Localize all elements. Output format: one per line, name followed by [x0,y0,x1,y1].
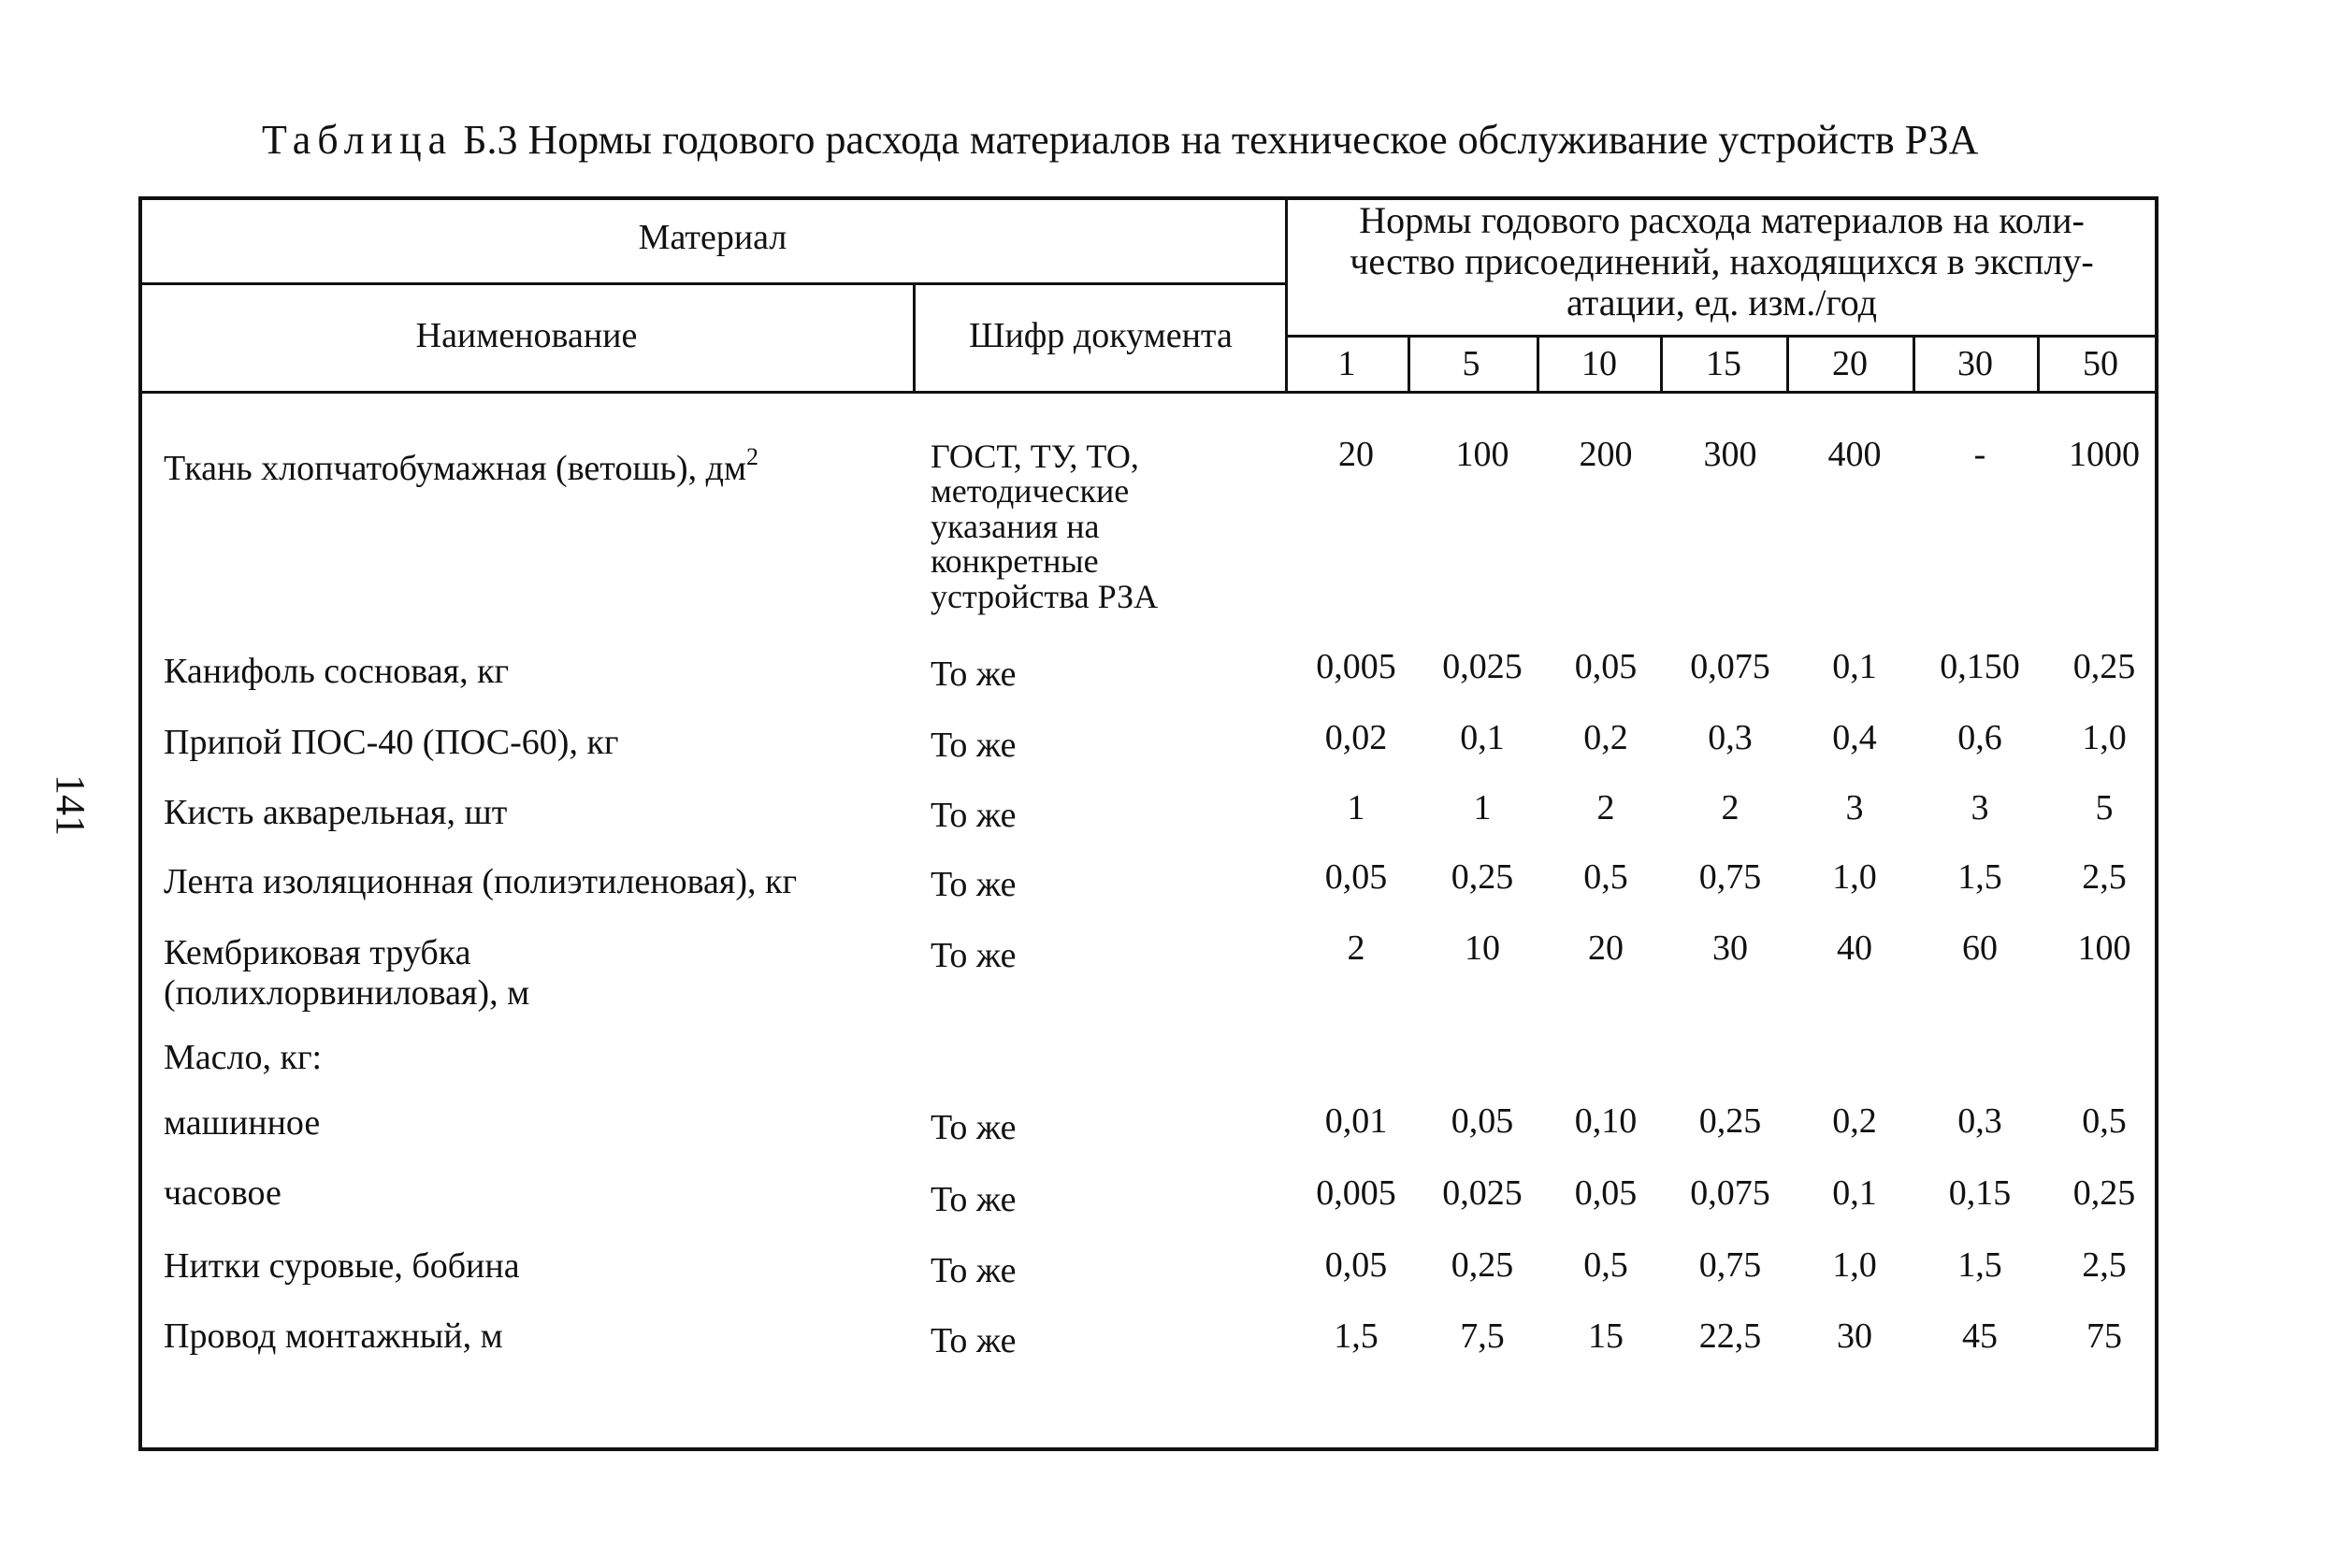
value-cell: 0,025 [1442,1173,1523,1213]
value-cell: 2 [1347,928,1365,968]
document-code: То же [931,936,1017,975]
document-code-line: указания на [931,507,1100,545]
value-cell: 0,25 [1698,1101,1762,1141]
value-cell: 1,5 [1334,1316,1379,1356]
value-cell: 0,1 [1832,1173,1877,1213]
header-material: Материал [638,218,787,257]
rule-above-counts [1286,335,2156,338]
value-cell: 0,3 [1957,1101,2002,1141]
value-cell: 0,25 [2072,647,2136,686]
header-norms [1288,200,2156,324]
value-cell: 3 [1971,788,1989,827]
value-cell: 0,02 [1324,718,1388,757]
value-cell: 100 [1455,435,1509,474]
value-cell: 0,150 [1940,647,2020,686]
value-cell: 1,0 [2082,718,2127,757]
value-cell: 0,6 [1957,718,2002,757]
value-cell: 1,5 [1957,1245,2002,1285]
header-norms-line-1: Нормы годового расхода материалов на коли- [1359,199,2085,241]
document-code: То же [931,1251,1017,1290]
value-cell: 1000 [2069,435,2140,474]
value-cell: 30 [1712,928,1748,968]
value-cell: 0,1 [1460,718,1505,757]
value-cell: 0,25 [1451,857,1514,897]
count-header: 50 [2083,344,2118,383]
header-name: Наименование [415,316,638,355]
material-name: Нитки суровые, бобина [164,1246,520,1286]
value-cell: 0,25 [1451,1245,1514,1285]
value-cell: 400 [1827,435,1882,474]
caption-text: Б.3 Нормы годового расхода материалов на техническое обслуживание устройств РЗА [463,117,1979,163]
material-group-heading: Масло, кг: [164,1038,323,1077]
value-cell: 2 [1596,788,1615,827]
value-cell: 0,1 [1832,647,1877,686]
document-code: То же [931,726,1017,765]
value-cell: 40 [1837,928,1872,968]
value-cell: 2,5 [2082,1245,2127,1285]
value-cell: 7,5 [1460,1316,1505,1356]
value-cell: 1,0 [1832,1245,1877,1285]
value-cell: 0,2 [1583,718,1628,757]
material-name: Припой ПОС-40 (ПОС-60), кг [164,723,619,762]
value-cell: 0,05 [1324,857,1388,897]
value-cell: 20 [1338,435,1374,474]
count-header: 1 [1337,344,1356,383]
material-name-line: (полихлорвиниловая), м [164,972,530,1013]
material-name: Лента изоляционная (полиэтиленовая), кг [164,862,798,901]
value-cell: 0,005 [1316,1173,1396,1213]
material-name [164,933,912,1013]
document-code: То же [931,1321,1017,1360]
table-caption [262,117,2132,163]
value-cell: 0,10 [1574,1101,1638,1141]
value-cell: 0,5 [1583,1245,1628,1285]
material-name: Кисть акварельная, шт [164,793,508,832]
rule-header-bottom [140,391,2156,394]
value-cell: 0,01 [1324,1101,1388,1141]
value-cell: - [1973,435,1986,474]
caption-prefix: Таблица [262,117,454,163]
value-cell: 2 [1721,788,1740,827]
header-norms-line-3: атации, ед. изм./год [1567,281,1877,324]
value-cell: 0,005 [1316,647,1396,686]
value-cell: 15 [1588,1316,1624,1356]
document-code [931,439,1286,614]
value-cell: 0,75 [1698,857,1762,897]
value-cell: 0,5 [2082,1101,2127,1141]
document-code: То же [931,796,1017,835]
document-code-line: конкретные [931,542,1099,581]
header-norms-line-2: чество присоединений, находящихся в эксплу- [1350,240,2094,282]
count-header: 20 [1832,344,1868,383]
unit-superscript: 2 [746,443,759,470]
value-cell: 0,2 [1832,1101,1877,1141]
document-code: То же [931,865,1017,904]
value-cell: 0,025 [1442,647,1523,686]
value-cell: 60 [1962,928,1998,968]
value-cell: 100 [2077,928,2131,968]
value-cell: 2,5 [2082,857,2127,897]
value-cell: 1,5 [1957,857,2002,897]
document-code-line: устройства РЗА [931,577,1159,615]
value-cell: 1 [1473,788,1492,827]
material-name: Провод монтажный, м [164,1316,503,1356]
material-name: машинное [164,1103,321,1143]
value-cell: 10 [1465,928,1500,968]
value-cell: 0,075 [1690,1173,1770,1213]
value-cell: 5 [2095,788,2114,827]
value-cell: 1,0 [1832,857,1877,897]
value-cell: 0,5 [1583,857,1628,897]
value-cell: 45 [1962,1316,1998,1356]
document-code-line: ГОСТ, ТУ, ТО, [931,438,1139,475]
material-name: часовое [164,1173,282,1213]
value-cell: 0,075 [1690,647,1770,686]
material-name-text: Ткань хлопчатобумажная (ветошь), дм [164,449,747,488]
value-cell: 0,25 [2072,1173,2136,1213]
value-cell: 0,3 [1708,718,1753,757]
material-name [164,443,912,489]
count-header: 5 [1462,344,1480,383]
count-header: 10 [1581,344,1617,383]
page-number: 141 [48,774,94,836]
document-code: То же [931,1180,1017,1219]
value-cell: 22,5 [1698,1316,1762,1356]
value-cell: 0,15 [1948,1173,2012,1213]
value-cell: 0,4 [1832,718,1877,757]
value-cell: 1 [1347,788,1365,827]
document-code: То же [931,655,1017,694]
value-cell: 0,05 [1451,1101,1514,1141]
value-cell: 30 [1837,1316,1872,1356]
material-name-line: Кембриковая трубка [164,933,471,972]
value-cell: 0,75 [1698,1245,1762,1285]
value-cell: 3 [1845,788,1864,827]
value-cell: 0,05 [1324,1245,1388,1285]
header-code: Шифр документа [969,316,1233,355]
value-cell: 0,05 [1574,647,1638,686]
value-cell: 200 [1579,435,1633,474]
value-cell: 75 [2086,1316,2122,1356]
value-cell: 20 [1588,928,1624,968]
material-name: Канифоль сосновая, кг [164,652,510,691]
document-code: То же [931,1108,1017,1147]
rule-under-material [140,282,1286,285]
value-cell: 0,05 [1574,1173,1638,1213]
count-header: 30 [1957,344,1993,383]
count-header: 15 [1706,344,1741,383]
document-code-line: методические [931,472,1130,511]
value-cell: 300 [1703,435,1757,474]
